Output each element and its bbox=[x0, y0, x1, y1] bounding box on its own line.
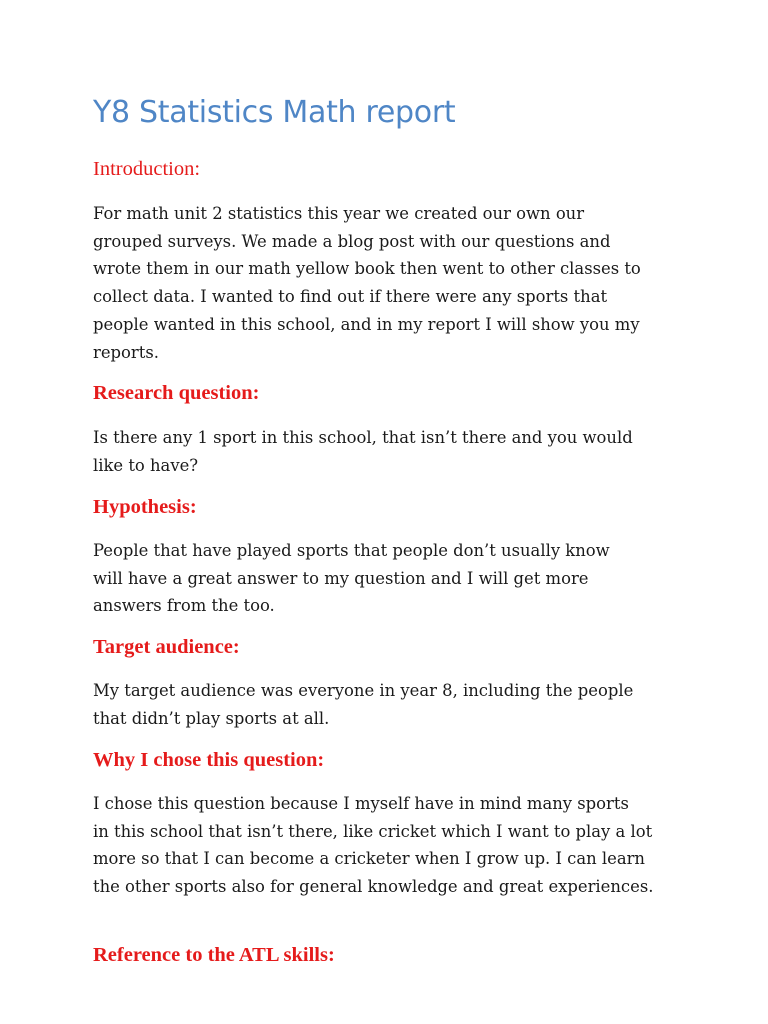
heading-atl-skills: Reference to the ATL skills: bbox=[93, 944, 335, 966]
paragraph-line: like to have? bbox=[93, 455, 199, 475]
paragraph-line: the other sports also for general knowledge and great experiences. bbox=[93, 877, 654, 897]
paragraph-line: Is there any 1 sport in this school, that isn’t there and you would bbox=[93, 428, 633, 447]
paragraph-line: more so that I can become a cricketer when I grow up. I can learn bbox=[93, 849, 645, 869]
paragraph-line: in this school that isn’t there, like cricket which I want to play a lot bbox=[93, 821, 653, 841]
paragraph-target-audience bbox=[93, 677, 703, 732]
paragraph-why-question bbox=[93, 790, 703, 901]
paragraph-line: will have a great answer to my question and I will get more bbox=[93, 568, 589, 588]
heading-hypothesis: Hypothesis: bbox=[93, 496, 197, 518]
paragraph-line: grouped surveys. We made a blog post with our questions and bbox=[93, 231, 611, 251]
paragraph-line: People that have played sports that people don’t usually know bbox=[93, 541, 610, 560]
paragraph-introduction bbox=[93, 200, 703, 366]
paragraph-line: people wanted in this school, and in my report I will show you my bbox=[93, 314, 640, 334]
paragraph-line: I chose this question because I myself have in mind many sports bbox=[93, 794, 629, 813]
heading-target-audience: Target audience: bbox=[93, 636, 240, 658]
paragraph-research-question bbox=[93, 424, 703, 479]
heading-introduction: Introduction: bbox=[93, 158, 201, 180]
paragraph-line: wrote them in our math yellow book then went to other classes to bbox=[93, 259, 641, 279]
paragraph-line: For math unit 2 statistics this year we created our own our bbox=[93, 204, 585, 223]
paragraph-hypothesis bbox=[93, 537, 703, 620]
paragraph-line: collect data. I wanted to find out if there were any sports that bbox=[93, 287, 608, 307]
paragraph-line: My target audience was everyone in year 8, including the people bbox=[93, 681, 634, 700]
paragraph-line: answers from the too. bbox=[93, 596, 275, 616]
paragraph-line: reports. bbox=[93, 342, 159, 362]
heading-research-question: Research question: bbox=[93, 382, 260, 404]
document-title: Y8 Statistics Math report bbox=[93, 95, 456, 130]
heading-why-question: Why I chose this question: bbox=[93, 749, 325, 771]
paragraph-line: that didn’t play sports at all. bbox=[93, 708, 330, 728]
